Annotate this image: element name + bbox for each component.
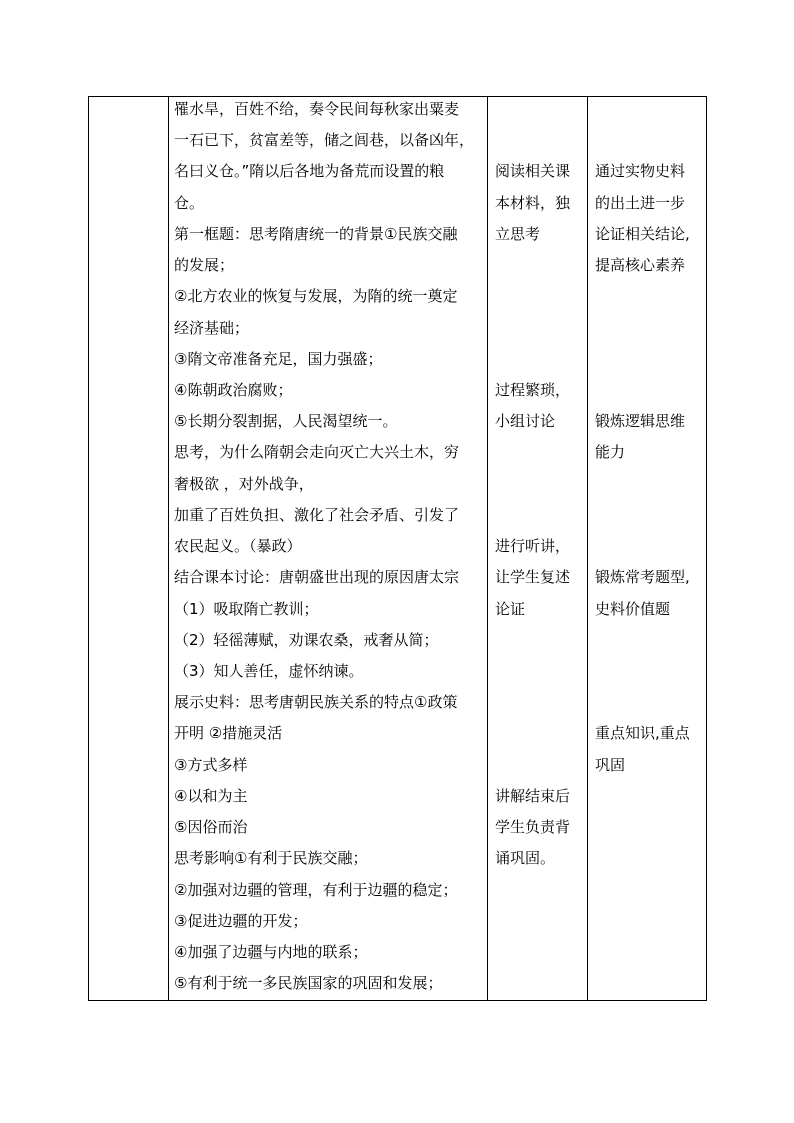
content-line: ④陈朝政治腐败； bbox=[174, 381, 293, 399]
content-line: ③隋文帝准备充足，国力强盛； bbox=[174, 350, 383, 368]
content-line: 第一框题：思考隋唐统一的背景①民族交融 bbox=[174, 225, 458, 243]
content-line: 罹水旱，百姓不给，奏令民间每秋家出粟麦 bbox=[174, 100, 460, 118]
content-line: ③方式多样 bbox=[174, 756, 248, 774]
student-activity-line: 小组讨论 bbox=[495, 412, 556, 430]
design-intent-line: 锻炼逻辑思维 bbox=[595, 412, 686, 430]
content-line: （2）轻徭薄赋，劝课农桑，戒奢从简； bbox=[174, 631, 439, 649]
content-line: ④以和为主 bbox=[174, 787, 248, 805]
content-line: 加重了百姓负担、激化了社会矛盾、引发了 bbox=[174, 506, 460, 524]
design-intent-line: 巩固 bbox=[595, 756, 626, 774]
column-divider bbox=[168, 97, 169, 1000]
column-divider bbox=[487, 97, 488, 1000]
content-line: 名曰义仓。”隋以后各地为备荒而设置的粮 bbox=[174, 162, 445, 180]
student-activity-line: 本材料，独 bbox=[495, 194, 571, 212]
student-activity-line: 立思考 bbox=[495, 225, 541, 243]
content-line: ②加强对边疆的管理，有利于边疆的稳定； bbox=[174, 881, 458, 899]
content-line: ⑤有利于统一多民族国家的巩固和发展； bbox=[174, 974, 443, 992]
student-activity-line: 过程繁琐， bbox=[495, 381, 571, 399]
content-line: 奢极欲 ，对外战争， bbox=[174, 475, 314, 493]
content-line: ⑤长期分裂割据，人民渴望统一。 bbox=[174, 412, 398, 430]
design-intent-line: 通过实物史料 bbox=[595, 162, 686, 180]
teaching-content-column bbox=[174, 97, 484, 1000]
content-line: 经济基础； bbox=[174, 319, 250, 337]
content-line: （1）吸取隋亡教训； bbox=[174, 600, 319, 618]
design-intent-line: 重点知识,重点 bbox=[595, 724, 690, 742]
content-line: 思考影响①有利于民族交融； bbox=[174, 849, 368, 867]
content-line: 展示史料：思考唐朝民族关系的特点①政策 bbox=[174, 693, 458, 711]
content-line: ⑤因俗而治 bbox=[174, 818, 248, 836]
design-intent-line: 论证相关结论, bbox=[595, 225, 690, 243]
column-divider bbox=[587, 97, 588, 1000]
content-line: 的发展； bbox=[174, 256, 235, 274]
content-line: 农民起义。（暴政） bbox=[174, 537, 302, 555]
content-line: 开明 ②措施灵活 bbox=[174, 724, 283, 742]
student-activity-line: 阅读相关课 bbox=[495, 162, 571, 180]
student-activity-line: 论证 bbox=[495, 600, 526, 618]
design-intent-line: 的出土进一步 bbox=[595, 194, 686, 212]
design-intent-line: 提高核心素养 bbox=[595, 256, 686, 274]
content-line: 一石已下，贫富差等，储之闾巷，以备凶年， bbox=[174, 131, 475, 149]
content-line: ②北方农业的恢复与发展，为隋的统一奠定 bbox=[174, 287, 458, 305]
design-intent-line: 锻炼常考题型, bbox=[595, 568, 690, 586]
content-line: ③促进边疆的开发； bbox=[174, 912, 308, 930]
content-line: 结合课本讨论：唐朝盛世出现的原因唐太宗 bbox=[174, 568, 460, 586]
student-activity-line: 讲解结束后 bbox=[495, 787, 571, 805]
empty-first-column bbox=[89, 97, 168, 1000]
design-intent-line: 能力 bbox=[595, 443, 626, 461]
student-activity-line: 进行听讲， bbox=[495, 537, 571, 555]
student-activity-column bbox=[495, 97, 585, 1000]
student-activity-line: 诵巩固。 bbox=[495, 849, 556, 867]
design-intent-column bbox=[595, 97, 707, 1000]
content-line: 仓。 bbox=[174, 194, 205, 212]
content-line: （3）知人善任，虚怀纳谏。 bbox=[174, 662, 364, 680]
lesson-plan-table bbox=[88, 96, 707, 1001]
content-line: ④加强了边疆与内地的联系； bbox=[174, 943, 368, 961]
student-activity-line: 让学生复述 bbox=[495, 568, 571, 586]
student-activity-line: 学生负责背 bbox=[495, 818, 571, 836]
content-line: 思考，为什么隋朝会走向灭亡大兴土木，穷 bbox=[174, 443, 460, 461]
design-intent-line: 史料价值题 bbox=[595, 600, 671, 618]
